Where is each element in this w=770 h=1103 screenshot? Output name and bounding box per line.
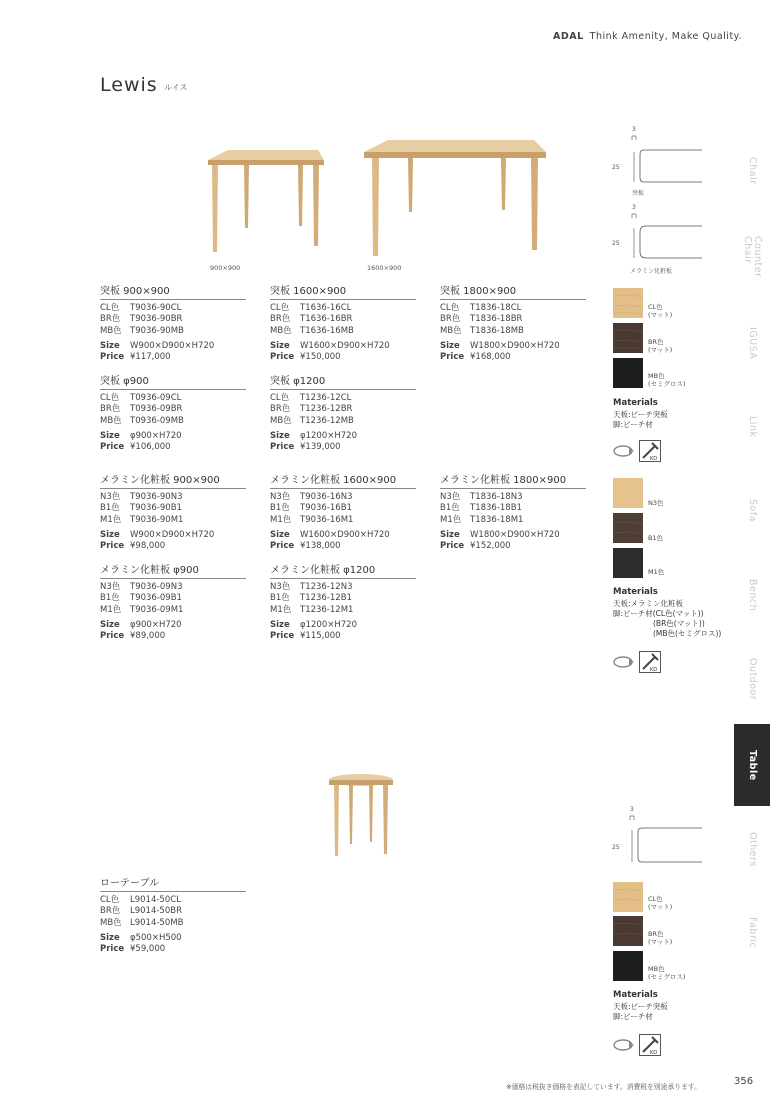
- spec-melamine-900: [100, 475, 246, 552]
- spec-price: Price ¥168,000: [440, 352, 511, 363]
- edge-profile-melamine: 3 25 メラミン化粧板: [612, 204, 704, 276]
- spec-veneer-1600: [270, 286, 416, 363]
- swatch-label: MB色 (セミグロス): [648, 372, 686, 388]
- feature-icons: [613, 651, 661, 673]
- spec-row: B1色 T9036-90B1: [100, 503, 182, 514]
- spec-melamine-1600: [270, 475, 416, 552]
- spec-row: CL色 T9036-90CL: [100, 303, 182, 314]
- spec-size: Size φ1200×H720: [270, 619, 357, 630]
- spec-size: Size W1600×D900×H720: [270, 340, 390, 351]
- spec-row: CL色 T1636-16CL: [270, 303, 352, 314]
- spec-row: M1色 T1236-12M1: [270, 604, 354, 615]
- swatch-mb: [613, 358, 643, 388]
- spec-row: N3色 T9036-16N3: [270, 492, 353, 503]
- spec-price: Price ¥115,000: [270, 631, 341, 642]
- knockdown-icon: [639, 1034, 661, 1056]
- spec-row: N3色 T1236-12N3: [270, 582, 353, 593]
- spec-row: M1色 T9036-16M1: [270, 514, 354, 525]
- spec-row: BR色 L9014-50BR: [100, 906, 182, 917]
- tab-fabric[interactable]: Fabric: [747, 917, 758, 949]
- spec-row: N3色 T9036-90N3: [100, 492, 183, 503]
- spec-size: Size φ900×H720: [100, 619, 182, 630]
- spec-heading: メラミン化粧板 1600×900: [270, 475, 416, 489]
- edge-profile-veneer: 3 25 突板: [612, 126, 704, 196]
- swatch-label: BR色 (マット): [648, 930, 673, 946]
- swatch-br: [613, 916, 643, 946]
- tab-others[interactable]: Others: [747, 831, 758, 867]
- spec-size: Size W1600×D900×H720: [270, 529, 390, 540]
- spec-row: BR色 T1636-16BR: [270, 314, 353, 325]
- spec-price: Price ¥117,000: [100, 352, 171, 363]
- swatch-mb: [613, 951, 643, 981]
- spec-heading: 突板 1600×900: [270, 286, 416, 300]
- brand-tagline: Think Amenity, Make Quality.: [589, 31, 742, 42]
- spec-size: Size W900×D900×H720: [100, 529, 215, 540]
- materials-text: Materials 天板:ビーチ突板 脚:ビーチ材: [613, 990, 668, 1021]
- spec-row: B1色 T9036-16B1: [270, 503, 352, 514]
- spec-row: B1色 T1836-18B1: [440, 503, 522, 514]
- photo-caption-900: 900×900: [210, 264, 241, 272]
- spec-melamine-round-1200: [270, 565, 416, 642]
- spec-heading: 突板 900×900: [100, 286, 246, 300]
- swatch-b1: [613, 513, 643, 543]
- spec-heading: メラミン化粧板 1800×900: [440, 475, 586, 489]
- spec-veneer-round-1200: [270, 376, 416, 453]
- swatch-label: MB色 (セミグロス): [648, 965, 686, 981]
- tab-table[interactable]: Table: [734, 724, 770, 806]
- spec-heading: メラミン化粧板 900×900: [100, 475, 246, 489]
- spec-size: Size W1800×D900×H720: [440, 529, 560, 540]
- tab-sofa[interactable]: Sofa: [747, 499, 758, 523]
- spec-heading: 突板 1800×900: [440, 286, 586, 300]
- swatch-br: [613, 323, 643, 353]
- adjuster-icon: [613, 444, 635, 458]
- spec-row: N3色 T9036-09N3: [100, 582, 183, 593]
- spec-heading: メラミン化粧板 φ1200: [270, 565, 416, 579]
- spec-heading: 突板 φ900: [100, 376, 246, 390]
- spec-size: Size φ900×H720: [100, 430, 182, 441]
- spec-row: CL色 T1236-12CL: [270, 393, 352, 404]
- svg-text:KD: KD: [650, 456, 658, 462]
- price-footnote: ※価格は税抜き価格を表記しています。消費税を別途承ります。: [506, 1083, 701, 1091]
- spec-row: MB色 T1836-18MB: [440, 325, 524, 336]
- spec-veneer-900: [100, 286, 246, 363]
- swatch-label: CL色 (マット): [648, 895, 673, 911]
- spec-price: Price ¥98,000: [100, 541, 166, 552]
- spec-heading: メラミン化粧板 φ900: [100, 565, 246, 579]
- spec-melamine-round-900: [100, 565, 246, 642]
- edge-profile-low-table: 3 25: [612, 806, 704, 866]
- spec-row: CL色 T1836-18CL: [440, 303, 522, 314]
- tab-chair[interactable]: Chair: [747, 157, 758, 185]
- swatch-cl: [613, 288, 643, 318]
- spec-veneer-round-900: [100, 376, 246, 453]
- spec-row: CL色 T0936-09CL: [100, 393, 182, 404]
- spec-heading: 突板 φ1200: [270, 376, 416, 390]
- page-number: 356: [734, 1076, 754, 1087]
- spec-row: BR色 T0936-09BR: [100, 404, 183, 415]
- tab-bench[interactable]: Bench: [747, 578, 758, 612]
- spec-veneer-1800: [440, 286, 586, 363]
- tab-igusa[interactable]: IGUSA: [747, 326, 758, 360]
- spec-price: Price ¥139,000: [270, 442, 341, 453]
- swatch-label: BR色 (マット): [648, 338, 673, 354]
- spec-low-table: [100, 878, 246, 955]
- spec-row: B1色 T1236-12B1: [270, 593, 352, 604]
- spec-melamine-1800: [440, 475, 586, 552]
- swatch-m1: [613, 548, 643, 578]
- table-900-photo: [200, 146, 330, 258]
- swatch-n3: [613, 478, 643, 508]
- spec-heading: ローテーブル: [100, 878, 246, 892]
- swatch-label: CL色 (マット): [648, 303, 673, 319]
- tab-outdoor[interactable]: Outdoor: [747, 657, 758, 701]
- tab-counter-chair[interactable]: Counter Chair: [742, 236, 763, 278]
- spec-row: BR色 T9036-90BR: [100, 314, 183, 325]
- spec-row: MB色 T1236-12MB: [270, 415, 354, 426]
- spec-row: MB色 L9014-50MB: [100, 917, 184, 928]
- brand-header: [553, 31, 742, 42]
- feature-icons: [613, 440, 661, 462]
- table-1600-photo: [358, 136, 552, 260]
- photo-caption-1600: 1600×900: [367, 264, 402, 272]
- spec-size: Size W900×D900×H720: [100, 340, 215, 351]
- low-table-photo: [326, 772, 396, 858]
- spec-row: B1色 T9036-09B1: [100, 593, 182, 604]
- spec-row: MB色 T1636-16MB: [270, 325, 354, 336]
- svg-text:KD: KD: [650, 1050, 658, 1056]
- knockdown-icon: [639, 651, 661, 673]
- knockdown-icon: [639, 440, 661, 462]
- adjuster-icon: [613, 655, 635, 669]
- spec-row: N3色 T1836-18N3: [440, 492, 523, 503]
- spec-price: Price ¥150,000: [270, 352, 341, 363]
- brand-name: ADAL: [553, 31, 584, 42]
- product-title-kana: ルイス: [164, 83, 188, 92]
- spec-row: M1色 T1836-18M1: [440, 514, 524, 525]
- spec-row: BR色 T1836-18BR: [440, 314, 523, 325]
- materials-text: Materials 天板:ビーチ突板 脚:ビーチ材: [613, 398, 668, 429]
- spec-price: Price ¥89,000: [100, 631, 166, 642]
- svg-text:KD: KD: [650, 667, 658, 673]
- spec-row: CL色 L9014-50CL: [100, 895, 181, 906]
- spec-row: M1色 T9036-90M1: [100, 514, 184, 525]
- spec-row: MB色 T0936-09MB: [100, 415, 184, 426]
- tab-link[interactable]: Link: [747, 416, 758, 438]
- swatch-label: B1色: [648, 534, 664, 542]
- swatch-label: M1色: [648, 568, 665, 576]
- feature-icons: [613, 1034, 661, 1056]
- spec-price: Price ¥106,000: [100, 442, 171, 453]
- swatch-cl: [613, 882, 643, 912]
- spec-row: M1色 T9036-09M1: [100, 604, 184, 615]
- swatch-label: N3色: [648, 499, 664, 507]
- adjuster-icon: [613, 1038, 635, 1052]
- spec-price: Price ¥152,000: [440, 541, 511, 552]
- spec-row: MB色 T9036-90MB: [100, 325, 184, 336]
- spec-price: Price ¥138,000: [270, 541, 341, 552]
- spec-price: Price ¥59,000: [100, 944, 166, 955]
- spec-row: BR色 T1236-12BR: [270, 404, 353, 415]
- spec-size: Size W1800×D900×H720: [440, 340, 560, 351]
- spec-size: Size φ500×H500: [100, 932, 182, 943]
- product-title: Lewis: [100, 74, 158, 96]
- spec-size: Size φ1200×H720: [270, 430, 357, 441]
- materials-text: Materials 天板:メラミン化粧板 脚:ビーチ材(CL色(マット)) (BR色(マット)) (MB色(セミグロス)): [613, 587, 722, 638]
